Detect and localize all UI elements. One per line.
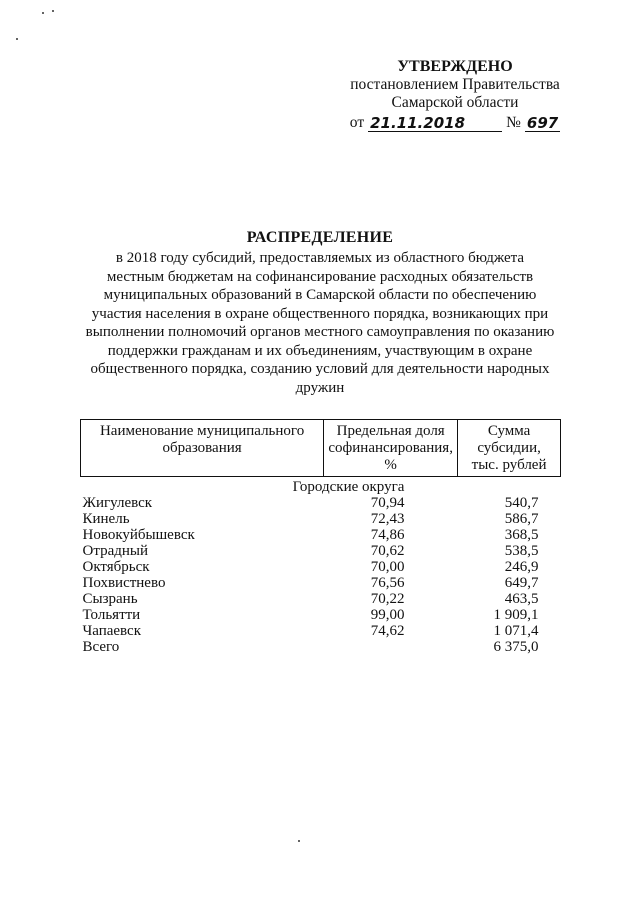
row-name: Тольятти — [82, 607, 141, 623]
subtitle-line: выполнении полномочий органов местного самоуправления по оказанию — [85, 324, 555, 340]
header-municipality: Наименование муниципального образования — [81, 420, 324, 477]
header-sum: Сумма субсидии, тыс. рублей — [458, 420, 561, 477]
row-sum: 246,9 — [504, 559, 539, 575]
row-name: Отрадный — [82, 543, 148, 559]
table-header-row — [81, 420, 561, 477]
subtitle-line: участия населения в охране общественного порядка, возникающих при — [91, 305, 549, 322]
total-row — [81, 639, 561, 655]
date-prefix: от — [349, 114, 365, 131]
row-name: Новокуйбышевск — [82, 527, 195, 543]
approval-line-1: постановлением Правительства — [350, 76, 560, 93]
title-subtitle — [70, 249, 570, 397]
section-label: Городские округа — [292, 479, 405, 495]
scan-speck — [298, 840, 300, 842]
row-share: 74,62 — [370, 623, 405, 639]
section-row — [81, 477, 561, 496]
total-label: Всего — [82, 639, 120, 655]
row-share: 99,00 — [370, 607, 405, 623]
distribution-table — [80, 419, 561, 655]
row-share: 74,86 — [370, 527, 405, 543]
row-name: Похвистнево — [82, 575, 166, 591]
total-sum: 6 375,0 — [493, 639, 539, 655]
table-row — [81, 575, 561, 591]
row-sum: 1 071,4 — [493, 623, 539, 639]
approval-stamp — [340, 58, 570, 132]
header-share: Предельная доля софинансирования, % — [324, 420, 458, 477]
table-row — [81, 591, 561, 607]
row-sum: 538,5 — [504, 543, 539, 559]
scan-speck — [42, 12, 44, 14]
subtitle-line: местным бюджетам на софинансирование расходных обязательств — [106, 268, 534, 285]
row-sum: 586,7 — [504, 511, 539, 527]
table-row — [81, 511, 561, 527]
table-row — [81, 607, 561, 623]
table-row — [81, 543, 561, 559]
row-name: Чапаевск — [82, 623, 141, 639]
subtitle-line: в 2018 году субсидий, предоставляемых из областного бюджета — [115, 250, 525, 266]
approval-line-2: Самарской области — [391, 94, 519, 111]
subtitle-line: муниципальных образований в Самарской области по обеспечению — [103, 287, 537, 303]
approval-date-line — [340, 114, 570, 132]
row-sum: 368,5 — [504, 527, 539, 543]
row-share: 70,62 — [370, 543, 405, 559]
handwritten-number: 697 — [526, 114, 559, 132]
row-name: Жигулевск — [82, 495, 153, 511]
number-prefix: № — [506, 114, 521, 131]
scan-speck — [16, 38, 18, 40]
row-share: 70,00 — [370, 559, 405, 575]
row-share: 70,22 — [370, 591, 405, 607]
row-share: 70,94 — [370, 495, 405, 511]
row-sum: 540,7 — [504, 495, 539, 511]
row-name: Сызрань — [82, 591, 138, 607]
table-row — [81, 495, 561, 511]
subtitle-line: общественного порядка, созданию условий для деятельности народных — [90, 361, 550, 377]
row-sum: 463,5 — [504, 591, 539, 607]
scan-speck — [52, 10, 54, 12]
total-share — [324, 639, 458, 655]
row-name: Кинель — [82, 511, 130, 527]
title-main: РАСПРЕДЕЛЕНИЕ — [246, 229, 394, 246]
subtitle-line: поддержки гражданам и их объединениям, участвующим в охране — [107, 342, 533, 359]
row-sum: 649,7 — [504, 575, 539, 591]
document-title — [70, 228, 570, 397]
approved-heading: УТВЕРЖДЕНО — [397, 58, 513, 75]
table-row — [81, 527, 561, 543]
table-row — [81, 623, 561, 639]
row-name: Октябрьск — [82, 559, 150, 575]
row-sum: 1 909,1 — [493, 607, 539, 623]
row-share: 76,56 — [370, 575, 405, 591]
table-row — [81, 559, 561, 575]
subtitle-line: дружин — [295, 379, 345, 396]
row-share: 72,43 — [370, 511, 405, 527]
handwritten-date: 21.11.2018 — [368, 115, 502, 132]
